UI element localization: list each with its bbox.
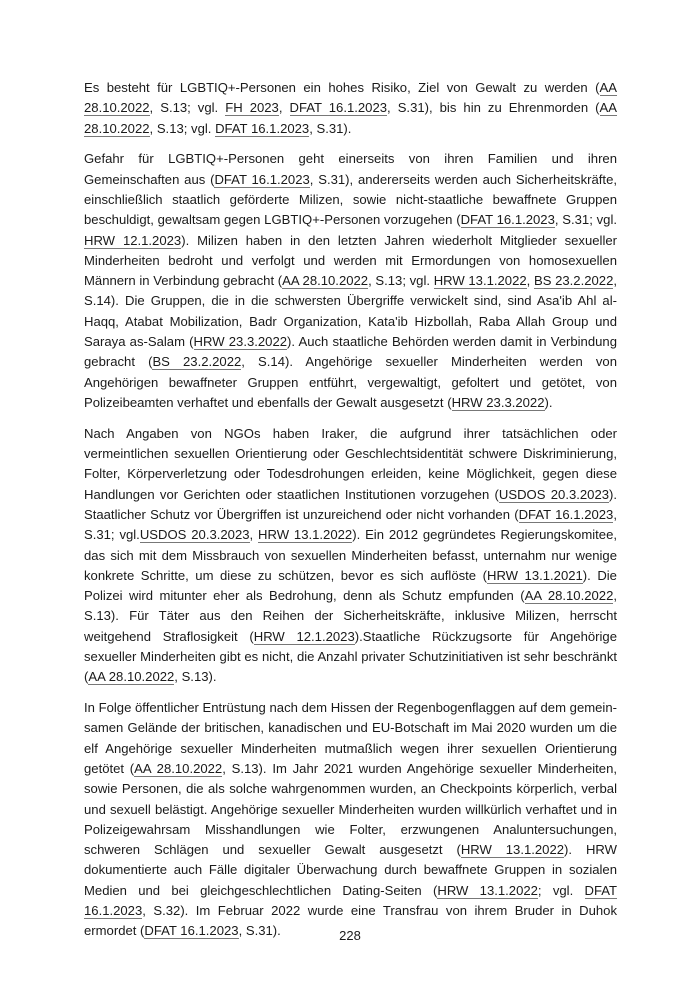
- citation-link[interactable]: HRW 23.3.2022: [193, 334, 288, 350]
- paragraph-text: ,: [526, 273, 534, 289]
- paragraph-text: ).: [544, 394, 553, 410]
- paragraph-text: Nach Angaben von NGOs haben Iraker, die aufgrund ihrer tatsächlichen oder vermeintlichen sexuellen Orientierung oder Geschlechtsidentität schwere Diskriminierung, Folter, Körperverletzung oder Todesdrohungen erleiden, keine Möglichkeit, gegen diese Handlungen vor Gerichten oder staatlichen Institutionen vorzugehen (: [84, 425, 617, 502]
- citation-link[interactable]: USDOS 20.3.2023: [498, 486, 610, 502]
- paragraph: [84, 424, 617, 688]
- paragraph-text: , S.32). Im Februar 2022 wurde eine Transfrau von ihrem Bruder in Duhok ermordet (: [84, 903, 617, 939]
- citation-link[interactable]: HRW 13.1.2022: [433, 273, 527, 289]
- citation-link[interactable]: AA 28.10.2022: [134, 761, 223, 776]
- citation-link[interactable]: AA 28.10.2022: [84, 100, 617, 136]
- citation-link[interactable]: BS 23.2.2022: [152, 354, 242, 370]
- citation-link[interactable]: AA 28.10.2022: [282, 273, 369, 289]
- citation-link[interactable]: DFAT 16.1.2023: [214, 171, 310, 187]
- paragraph-text: , S.13). Im Jahr 2021 wurden Angehörige sexueller Minderheiten, sowie Personen, die als solche wahrgenommen wurden, an Checkpoints körperlich, verbal und sexuell belästigt. Angehörige sexueller Minderheiten wurden willkürlich verhaftet und in Polizeigewahrsam Misshandlungen wie Folter, erzwungenen Analuntersuchungen, schweren Schlägen und sexueller Gewalt ausgesetzt (: [84, 761, 617, 858]
- paragraph-text: ). HRW dokumentierte auch Fälle digitaler Überwachung durch bewaffnete Gruppen in sozialen Medien und bei gleichgeschlechtlichen Dating-Seiten (: [84, 842, 617, 898]
- paragraph-text: , S.31), bis hin zu Ehrenmorden (: [387, 100, 600, 116]
- paragraph-text: , S.14). Die Gruppen, die in die schwersten Übergriffe verwickelt sind, sind Asa'ib Ahl al-Haqq, Atabat Mobilization, Badr Organization, Kata'ib Hizbollah, Raba Allah Group und Saraya as-Salam (: [84, 273, 617, 350]
- paragraph-text: , S.13; vgl.: [149, 100, 226, 116]
- citation-link[interactable]: HRW 13.1.2022: [258, 527, 353, 543]
- citation-link[interactable]: DFAT 16.1.2023: [84, 882, 617, 919]
- paragraph-text: ). Milizen haben in den letzten Jahren wiederholt Mitglieder sexueller Minderheiten bedroht und verfolgt und werden mit Ermordungen von homosexuellen Männern in Verbindung gebracht (: [84, 232, 617, 289]
- paragraph-text: In Folge öffentlicher Entrüstung nach dem Hissen der Regenbogenflaggen auf dem gemeinsamen Gelände der britischen, kanadischen und EU-Botschaft im Mai 2020 wurden um die elf Angehörige sexueller Minderheiten mutmaßlich wegen ihrer sexuellen Orientierung getötet (: [84, 700, 617, 776]
- paragraph-text: ). Staatlicher Schutz vor Übergriffen ist unzureichend oder nicht vorhanden (: [84, 486, 618, 522]
- citation-link[interactable]: DFAT 16.1.2023: [215, 120, 310, 136]
- paragraph-text: , S.31; vgl.: [554, 212, 617, 228]
- paragraph: [84, 78, 617, 139]
- citation-link[interactable]: USDOS 20.3.2023: [139, 527, 250, 543]
- citation-link[interactable]: HRW 12.1.2023: [84, 232, 182, 248]
- citation-link[interactable]: DFAT 16.1.2023: [289, 100, 388, 116]
- paragraph-text: ).Staatliche Rückzugsorte für Angehörige sexueller Minderheiten gibt es nicht, die Anzahl privater Schutzinitiativen ist sehr beschränkt (: [84, 628, 617, 685]
- paragraph-text: , S.13).: [174, 669, 217, 685]
- citation-link[interactable]: FH 2023: [225, 100, 279, 116]
- paragraph-text: , S.31; vgl.: [84, 506, 617, 543]
- citation-link[interactable]: HRW 13.1.2022: [437, 882, 538, 898]
- paragraph-text: , S.31).: [309, 120, 352, 136]
- paragraph-text: ,: [249, 527, 259, 543]
- paragraph-text: , S.13; vgl.: [149, 120, 216, 136]
- paragraph-text: , S.13; vgl.: [368, 273, 434, 289]
- paragraph-text: ). Die Polizei wird mitunter eher als Bedrohung, denn als Schutz empfunden (: [84, 567, 617, 604]
- paragraph-text: ; vgl.: [537, 882, 585, 898]
- page-number: 228: [339, 928, 361, 943]
- paragraph-text: ). Auch staatliche Behörden werden damit in Verbindung gebracht (: [84, 334, 617, 370]
- citation-link[interactable]: BS 23.2.2022: [533, 273, 614, 289]
- paragraph-text: Es besteht für LGBTIQ+-Personen ein hohes Risiko, Ziel von Gewalt zu werden (: [84, 80, 600, 95]
- citation-link[interactable]: AA 28.10.2022: [524, 588, 614, 604]
- citation-link[interactable]: AA 28.10.2022: [84, 80, 617, 116]
- citation-link[interactable]: HRW 13.1.2021: [486, 567, 583, 583]
- paragraph-text: , S.31).: [238, 923, 281, 939]
- paragraph-text: , S.14). Angehörige sexueller Minderheiten werden von Angehörigen bewaffneter Gruppen entführt, vergewaltigt, gefoltert und getötet, von Polizeibeamten verhaftet und ebenfalls der Gewalt ausgesetzt (: [84, 354, 617, 410]
- paragraph-text: , S.13). Für Täter aus den Reihen der Sicherheitskräfte, inklusive Milizen, herrscht weitgehend Straflosigkeit (: [84, 588, 617, 644]
- document-body: [84, 78, 617, 952]
- paragraph-text: Gefahr für LGBTIQ+-Personen geht einerseits von ihren Familien und ihren Gemeinschaften aus (: [84, 151, 617, 187]
- citation-link[interactable]: DFAT 16.1.2023: [460, 212, 555, 228]
- citation-link[interactable]: AA 28.10.2022: [88, 669, 175, 685]
- citation-link[interactable]: HRW 12.1.2023: [253, 628, 355, 644]
- citation-link[interactable]: DFAT 16.1.2023: [144, 923, 239, 939]
- paragraph-text: ,: [278, 100, 290, 116]
- paragraph-text: ). Ein 2012 gegründetes Regierungskomitee, das sich mit dem Missbrauch von sexuellen Minderheiten befasst, unternahm nur wenige konkrete Schritte, um diese zu schützen, bevor es sich auflöste (: [84, 527, 617, 583]
- citation-link[interactable]: HRW 13.1.2022: [460, 842, 565, 858]
- citation-link[interactable]: HRW 23.3.2022: [451, 394, 545, 410]
- paragraph-text: , S.31), andererseits werden auch Sicherheitskräfte, einschließlich staatlich geförderte Milizen, sowie nicht-staatliche bewaffnete Gruppen beschuldigt, gewaltsam gegen LGBTIQ+-Personen vorzugehen (: [84, 171, 617, 228]
- paragraph: [84, 698, 617, 942]
- citation-link[interactable]: DFAT 16.1.2023: [518, 506, 614, 522]
- paragraph: [84, 149, 617, 413]
